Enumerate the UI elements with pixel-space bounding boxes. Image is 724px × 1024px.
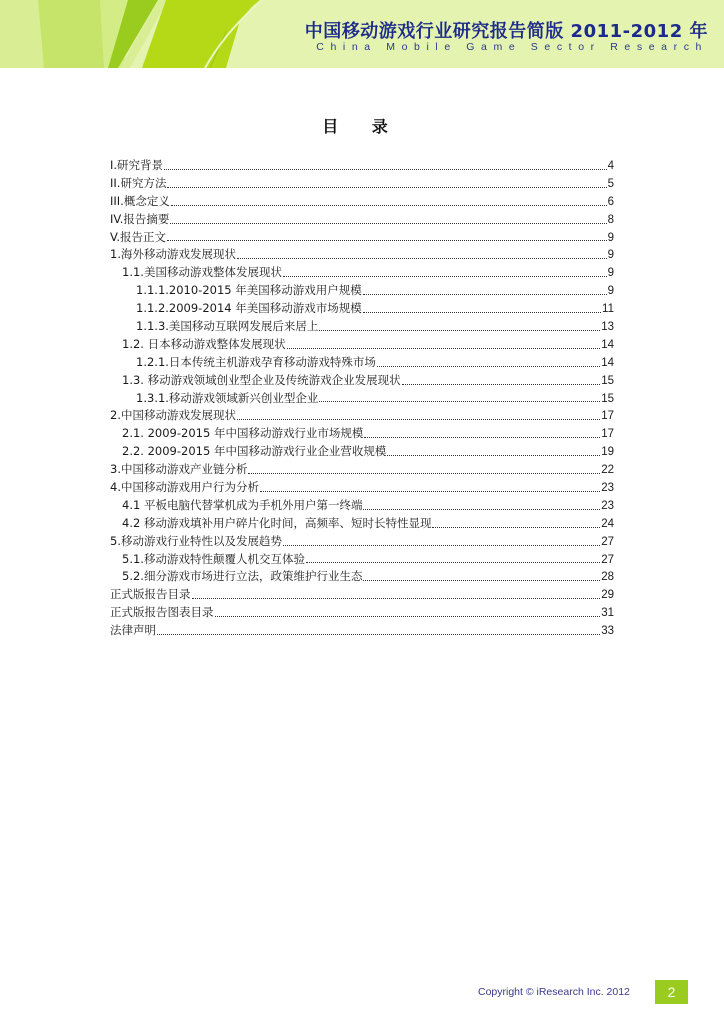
dot-leader (248, 463, 600, 474)
toc-entry-page-number: 15 (601, 392, 614, 405)
toc-entry-label: 1.1.1.2010-2015 年美国移动游戏用户规模 (136, 283, 362, 298)
toc-entry-page-number: 29 (601, 589, 614, 602)
dot-leader (170, 213, 606, 224)
dot-leader (319, 391, 600, 402)
toc-entry-label: 法律声明 (110, 623, 156, 638)
toc-entry[interactable] (110, 372, 614, 390)
toc-entry-page-number: 6 (607, 195, 614, 208)
dot-leader (164, 159, 607, 170)
toc-entry[interactable] (110, 551, 614, 569)
toc-entry-label: 2.1. 2009-2015 年中国移动游戏行业市场规模 (122, 426, 364, 441)
toc-entry[interactable] (110, 318, 614, 336)
copyright-notice: Copyright © iResearch Inc. 2012 (478, 986, 630, 998)
toc-entry[interactable] (110, 390, 614, 408)
toc-entry-page-number: 28 (601, 571, 614, 584)
toc-entry-page-number: 27 (601, 535, 614, 548)
toc-entry-label: 1.2.1.日本传统主机游戏孕育移动游戏特殊市场 (136, 354, 376, 369)
dot-leader (364, 427, 600, 438)
toc-entry-label: 1.1.2.2009-2014 年美国移动游戏市场规模 (136, 301, 362, 316)
toc-entry-page-number: 8 (607, 213, 614, 226)
page-number-badge: 2 (655, 980, 688, 1004)
toc-entry-label: 2.中国移动游戏发展现状 (110, 408, 236, 423)
toc-entry-label: 2.2. 2009-2015 年中国移动游戏行业企业营收规模 (122, 444, 387, 459)
dot-leader (192, 588, 601, 599)
toc-entry-label: 1.海外移动游戏发展现状 (110, 247, 236, 262)
toc-entry-page-number: 17 (601, 428, 614, 441)
toc-entry[interactable] (110, 479, 614, 497)
toc-entry-label: 1.3. 移动游戏领域创业型企业及传统游戏企业发展现状 (122, 372, 401, 387)
dot-leader (363, 499, 600, 510)
toc-entry[interactable] (110, 300, 614, 318)
report-subtitle: China Mobile Game Sector Research (316, 41, 708, 53)
toc-entry[interactable] (110, 407, 614, 425)
toc-entry[interactable] (110, 229, 614, 247)
toc-entry[interactable] (110, 264, 614, 282)
dot-leader (363, 302, 601, 313)
toc-entry-page-number: 4 (607, 160, 614, 172)
toc-entry-label: 正式版报告图表目录 (110, 605, 214, 620)
dot-leader (167, 230, 607, 241)
toc-entry[interactable] (110, 461, 614, 479)
dot-leader (363, 284, 607, 295)
toc-entry-label: 4.2 移动游戏填补用户碎片化时间，高频率、短时长特性显现 (122, 515, 432, 530)
toc-entry[interactable] (110, 622, 614, 640)
toc-entry[interactable] (110, 336, 614, 354)
toc-entry-label: 5.移动游戏行业特性以及发展趋势 (110, 533, 282, 548)
dot-leader (237, 248, 607, 259)
dot-leader (287, 338, 601, 349)
toc-entry-page-number: 22 (601, 464, 614, 477)
dot-leader (377, 356, 600, 367)
toc-entry[interactable] (110, 157, 614, 175)
dot-leader (306, 552, 600, 563)
toc-entry[interactable] (110, 586, 614, 604)
toc-entry[interactable] (110, 354, 614, 372)
toc-entry-page-number: 9 (607, 231, 614, 244)
toc-entry-page-number: 13 (601, 321, 614, 334)
report-title: 中国移动游戏行业研究报告简版 2011-2012 年 (304, 21, 708, 42)
toc-entry-page-number: 14 (601, 338, 614, 351)
toc-entry[interactable] (110, 497, 614, 515)
toc-entry-page-number: 5 (607, 177, 614, 190)
toc-entry[interactable] (110, 515, 614, 533)
dot-leader (157, 624, 600, 635)
dot-leader (283, 535, 600, 546)
toc-entry-label: 5.1.移动游戏特性颠覆人机交互体验 (122, 551, 305, 566)
dot-leader (402, 374, 601, 385)
toc-entry-label: V.报告正文 (110, 229, 167, 244)
toc-entry[interactable] (110, 175, 614, 193)
toc-entry[interactable] (110, 604, 614, 622)
toc-entry[interactable] (110, 246, 614, 264)
toc-entry[interactable] (110, 211, 614, 229)
toc-entry[interactable] (110, 425, 614, 443)
dot-leader (171, 195, 607, 206)
toc-entry-label: 4.1 平板电脑代替掌机成为手机外用户第一终端 (122, 497, 363, 512)
dot-leader (237, 409, 600, 420)
toc-entry[interactable] (110, 568, 614, 586)
toc-entry-label: I.研究背景 (110, 158, 164, 172)
toc-entry-label: 1.1.美国移动游戏整体发展现状 (122, 265, 282, 280)
toc-entry-page-number: 23 (601, 499, 614, 512)
toc-heading: 目 录 (322, 117, 402, 136)
toc-entry-page-number: 9 (607, 285, 614, 298)
toc-entry[interactable] (110, 443, 614, 461)
toc-entry-page-number: 9 (607, 267, 614, 280)
toc-entry-page-number: 33 (601, 625, 614, 638)
toc-entry-page-number: 17 (601, 410, 614, 423)
dot-leader (432, 517, 600, 528)
toc-entry-page-number: 15 (601, 374, 614, 387)
toc-entry-label: 5.2.细分游戏市场进行立法，政策维护行业生态 (122, 569, 363, 584)
dot-leader (319, 320, 600, 331)
toc-entry-label: 4.中国移动游戏用户行为分析 (110, 480, 259, 495)
toc-entry-label: 3.中国移动游戏产业链分析 (110, 462, 248, 477)
toc-entry-page-number: 24 (601, 517, 614, 530)
toc-entry-page-number: 23 (601, 482, 614, 495)
table-of-contents (110, 157, 614, 640)
toc-entry-label: 1.2. 日本移动游戏整体发展现状 (122, 336, 286, 351)
toc-entry-label: III.概念定义 (110, 193, 170, 208)
dot-leader (215, 606, 601, 617)
toc-entry-label: IV.报告摘要 (110, 211, 170, 226)
dot-leader (167, 177, 606, 188)
toc-entry-label: II.研究方法 (110, 175, 167, 190)
toc-entry-label: 1.1.3.美国移动互联网发展后来居上 (136, 319, 319, 334)
dot-leader (387, 445, 600, 456)
toc-entry-page-number: 19 (601, 446, 614, 459)
dot-leader (260, 481, 600, 492)
toc-entry[interactable] (110, 193, 614, 211)
toc-entry[interactable] (110, 282, 614, 300)
toc-entry-page-number: 14 (601, 356, 614, 369)
toc-entry-page-number: 27 (601, 553, 614, 566)
toc-entry-page-number: 11 (602, 303, 614, 316)
toc-entry-label: 正式版报告目录 (110, 587, 191, 602)
toc-entry-label: 1.3.1.移动游戏领域新兴创业型企业 (136, 390, 319, 405)
toc-entry-page-number: 9 (607, 249, 614, 262)
toc-entry-page-number: 31 (601, 607, 614, 620)
toc-entry[interactable] (110, 533, 614, 551)
dot-leader (283, 266, 607, 277)
page-header-banner (0, 0, 724, 68)
dot-leader (363, 570, 600, 581)
